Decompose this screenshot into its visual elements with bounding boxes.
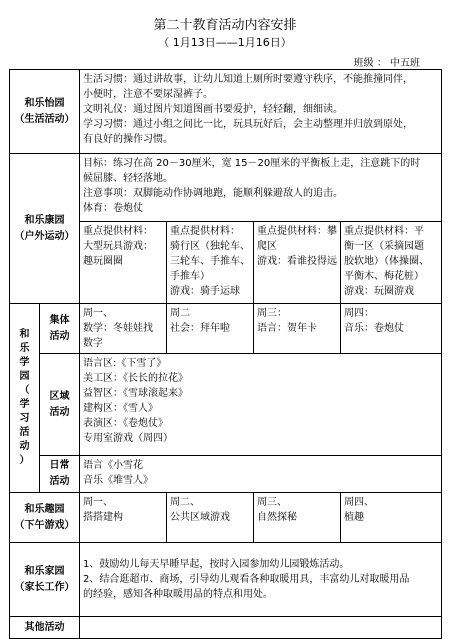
outdoor-goal-line: 注意事项：双脚能动作协调地跑，能顺利躲避敌人的追击。 [83,188,343,199]
study-label-char: 和 [19,329,30,340]
study-header [10,304,40,493]
outdoor-area-line: 游戏：看谁投得远 [257,256,337,267]
play-cell [80,493,167,543]
daily-line: 音乐《堆雪人》 [83,475,153,486]
outdoor-area-cell [254,222,341,304]
outdoor-goal-line: 目标：练习在高 20－30厘米，宽 15－20厘米的平衡板上走，注意跳下的时 [83,158,421,169]
family-label-2: （家长工作） [14,581,75,593]
collective-line: 周一、 [83,308,113,319]
life-label-2: （生活活动） [14,113,75,125]
life-header [10,70,80,154]
family-content [80,543,442,617]
outdoor-area-line: 手推车） [170,271,210,282]
outdoor-area-line: 爬区 [257,241,277,252]
outdoor-label-2: （户外运动） [14,230,75,242]
page-title: 第二十教育活动内容安排 [153,18,297,33]
collective-line: 周三： [257,308,287,319]
outdoor-area-line: 游戏：玩圈游戏 [344,286,414,297]
family-label-1: 和乐家园 [24,565,65,577]
area-line: 语言区:《下雪了》 [83,358,167,369]
collective-cell [167,304,254,354]
life-label-1: 和乐怡园 [24,97,65,109]
life-item: 生活习惯：通过讲故事，让幼儿知道上厕所时要遵守秩序，不能推撞同伴， [83,74,413,85]
outdoor-area-line: 衡一区（采摘园题 [344,241,424,252]
collective-line: 数学：冬娃娃找 [83,323,153,334]
play-line: 自然探秘 [257,512,297,523]
study-label-char: 活 [19,427,30,438]
play-line: 周一、 [83,497,113,508]
play-label-1: 和乐趣园 [24,503,65,515]
schedule-table [9,69,442,639]
daily-header [40,456,80,493]
family-line: 2、结合逛超市、商场，引导幼儿观看各种取暖用具，丰富幼儿对取暖用品 [83,574,410,585]
outdoor-area-line: 三轮车、手推车、 [170,256,250,267]
daily-label-1: 日常 [49,460,70,471]
outdoor-label-1: 和乐康园 [24,214,65,226]
daily-line: 语言《小雪花 [83,460,143,471]
life-item: 有良好的操作习惯。 [83,134,173,145]
daily-label-2: 活动 [49,476,70,487]
study-label-char: 学 [19,357,30,368]
study-label-char: 乐 [19,343,30,354]
play-header [10,493,80,543]
study-label-char: 园 [19,371,30,382]
area-label-2: 活动 [49,406,70,418]
play-line: 周三、 [257,497,287,508]
collective-line: 周二 [170,308,190,319]
outdoor-area-cell [341,222,442,304]
area-line: 表演区：《卷炮仗》 [83,418,168,429]
outdoor-goal-line: 体育：卷炮仗 [83,203,143,214]
outdoor-area-line: 平衡木、梅花桩） [344,271,424,282]
outdoor-area-line: 骑行区（独轮车、 [170,241,250,252]
play-cell [167,493,254,543]
life-item: 学习习惯：通过小组之间比一比，玩具玩好后，会主动整理并归放到原处， [83,119,413,130]
play-line: 周四、 [344,497,374,508]
area-line: 建构区：《雪人》 [83,403,158,414]
life-content [80,70,442,154]
outdoor-area-line: 大型玩具游戏： [83,241,153,252]
area-header [40,354,80,456]
collective-cell [254,304,341,354]
outdoor-area-line: 胶软地）（体操圈、 [344,256,429,267]
outdoor-header [10,154,80,304]
collective-header [40,304,80,354]
play-line: 植趣 [344,512,364,523]
play-cell [254,493,341,543]
other-header: 其他活动 [10,617,80,639]
date-range: （ 1月13日——1月16日） [158,36,292,49]
play-line: 周二、 [170,497,200,508]
area-line: 专用室游戏（周四） [83,433,173,444]
collective-line: 语言：贺年卡 [257,323,317,334]
study-label-char: ） [19,455,30,466]
study-label-char: 习 [19,413,30,424]
study-label-char: （ [19,385,30,396]
daily-content [80,456,442,493]
outdoor-area-cell [167,222,254,304]
outdoor-area-line: 趣玩圈圈 [83,256,123,267]
collective-label-2: 活动 [49,330,70,342]
study-label-char: 学 [19,399,30,410]
area-label-1: 区域 [49,390,70,402]
study-label-char: 动 [19,441,30,452]
life-item: 文明礼仪：通过图片知道图画书要爱护，轻轻翻，细细读。 [83,104,343,115]
outdoor-area-line: 重点提供材料：攀 [257,226,337,237]
collective-cell [341,304,442,354]
collective-line: 数字 [83,338,103,349]
class-label: 班级 ： 中五班 [353,58,420,69]
area-line: 美工区：《长长的拉花》 [83,373,188,384]
family-line: 的经验，感知各种取暖用品的特点和用处。 [83,589,273,600]
other-content [80,617,442,639]
play-line: 公共区域游戏 [170,512,230,523]
collective-label-1: 集体 [49,314,70,326]
area-line: 益智区：《雪球滚起来》 [83,388,188,399]
outdoor-area-line: 重点提供材料： [170,226,240,237]
outdoor-area-line: 游戏：骑手运球 [170,286,240,297]
outdoor-area-cell [80,222,167,304]
collective-line: 音乐：卷炮仗 [344,323,404,334]
area-content [80,354,442,456]
family-header [10,543,80,617]
play-label-2: （下午游戏） [14,519,75,531]
outdoor-area-line: 重点提供材料：平 [344,226,424,237]
collective-cell [80,304,167,354]
outdoor-goals [80,154,442,222]
life-item: 小便时，注意不要尿湿裤子。 [83,89,213,100]
play-cell [341,493,442,543]
outdoor-area-line: 重点提供材料： [83,226,153,237]
play-line: 搭搭建构 [83,512,123,523]
family-line: 1、鼓励幼儿每天早睡早起，按时入园参加幼儿园锻炼活动。 [83,559,350,570]
collective-line: 周四： [344,308,374,319]
collective-line: 社会：拜年啦 [170,323,230,334]
outdoor-goal-line: 候屈膝、轻轻落地。 [83,173,173,184]
